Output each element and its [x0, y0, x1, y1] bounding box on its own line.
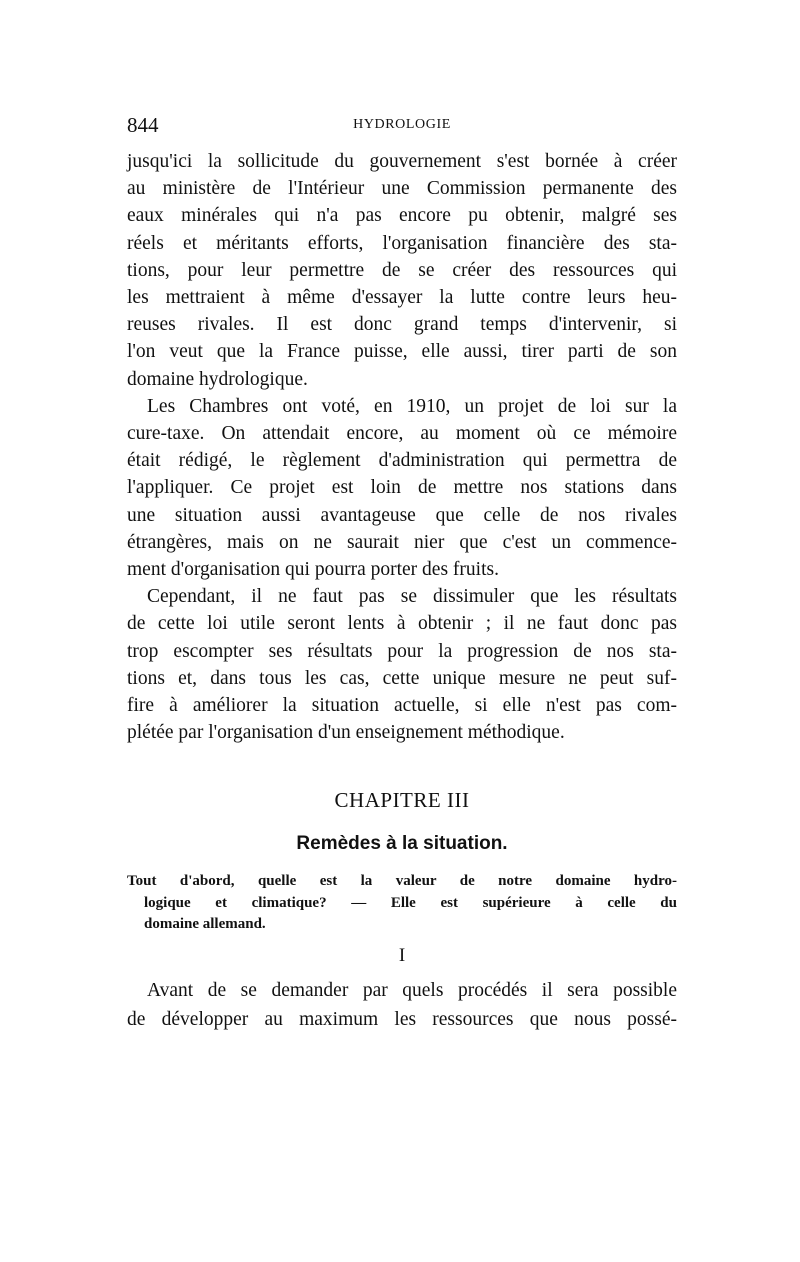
page-number: 844	[127, 113, 159, 137]
text-line: reuses rivales. Il est donc grand temps d'intervenir, si	[127, 314, 677, 336]
text-line: l'on veut que la France puisse, elle aussi, tirer parti de son	[127, 341, 677, 363]
summary-line: domaine allemand.	[144, 916, 266, 932]
text-line: de cette loi utile seront lents à obtenir ; il ne faut donc pas	[127, 613, 677, 635]
running-head: HYDROLOGIE	[353, 117, 451, 132]
text-line: trop escompter ses résultats pour la progression de nos sta-	[127, 640, 677, 662]
text-line: tions et, dans tous les cas, cette unique mesure ne peut suf-	[127, 667, 677, 689]
text-line: était rédigé, le règlement d'administration qui permettra de	[127, 450, 677, 472]
text-line: cure-taxe. On attendait encore, au moment où ce mémoire	[127, 423, 677, 445]
section-number: I	[398, 945, 406, 966]
chapter-subtitle: Remèdes à la situation.	[296, 833, 508, 854]
text-line: ment d'organisation qui pourra porter des fruits.	[127, 559, 499, 581]
summary-line: Tout d'abord, quelle est la valeur de notre domaine hydro-	[127, 873, 677, 889]
body-text	[127, 148, 677, 746]
text-line: plétée par l'organisation d'un enseignement méthodique.	[127, 722, 565, 744]
text-line: tions, pour leur permettre de se créer des ressources qui	[127, 259, 677, 281]
text-line: une situation aussi avantageuse que celle de nos rivales	[127, 504, 677, 526]
paragraph-1	[127, 148, 677, 393]
page-header	[127, 113, 677, 143]
chapter-title: CHAPITRE III	[334, 788, 470, 812]
text-line: eaux minérales qui n'a pas encore pu obtenir, malgré ses	[127, 205, 677, 227]
chapter-summary	[127, 871, 677, 936]
text-line: Cependant, il ne faut pas se dissimuler que les résultats	[147, 586, 677, 608]
paragraph-2	[127, 393, 677, 583]
text-line: domaine hydrologique.	[127, 368, 308, 390]
section-text	[127, 976, 677, 1034]
text-line: fire à améliorer la situation actuelle, si elle n'est pas com-	[127, 695, 677, 717]
text-line: jusqu'ici la sollicitude du gouvernement s'est bornée à créer	[127, 151, 677, 172]
text-line: de développer au maximum les ressources que nous possé-	[127, 1009, 677, 1030]
text-line: les mettraient à même d'essayer la lutte contre leurs heu-	[127, 287, 677, 309]
text-line: l'appliquer. Ce projet est loin de mettre nos stations dans	[127, 477, 677, 499]
summary-line: logique et climatique? — Elle est supérieure à celle du	[144, 894, 677, 911]
text-line: Les Chambres ont voté, en 1910, un projet de loi sur la	[147, 395, 677, 417]
text-line: réels et méritants efforts, l'organisation financière des sta-	[127, 232, 677, 254]
paragraph-3	[127, 583, 677, 746]
text-line: étrangères, mais on ne saurait nier que c'est un commence-	[127, 531, 677, 553]
text-line: Avant de se demander par quels procédés il sera possible	[147, 980, 677, 1001]
text-line: au ministère de l'Intérieur une Commission permanente des	[127, 178, 677, 200]
